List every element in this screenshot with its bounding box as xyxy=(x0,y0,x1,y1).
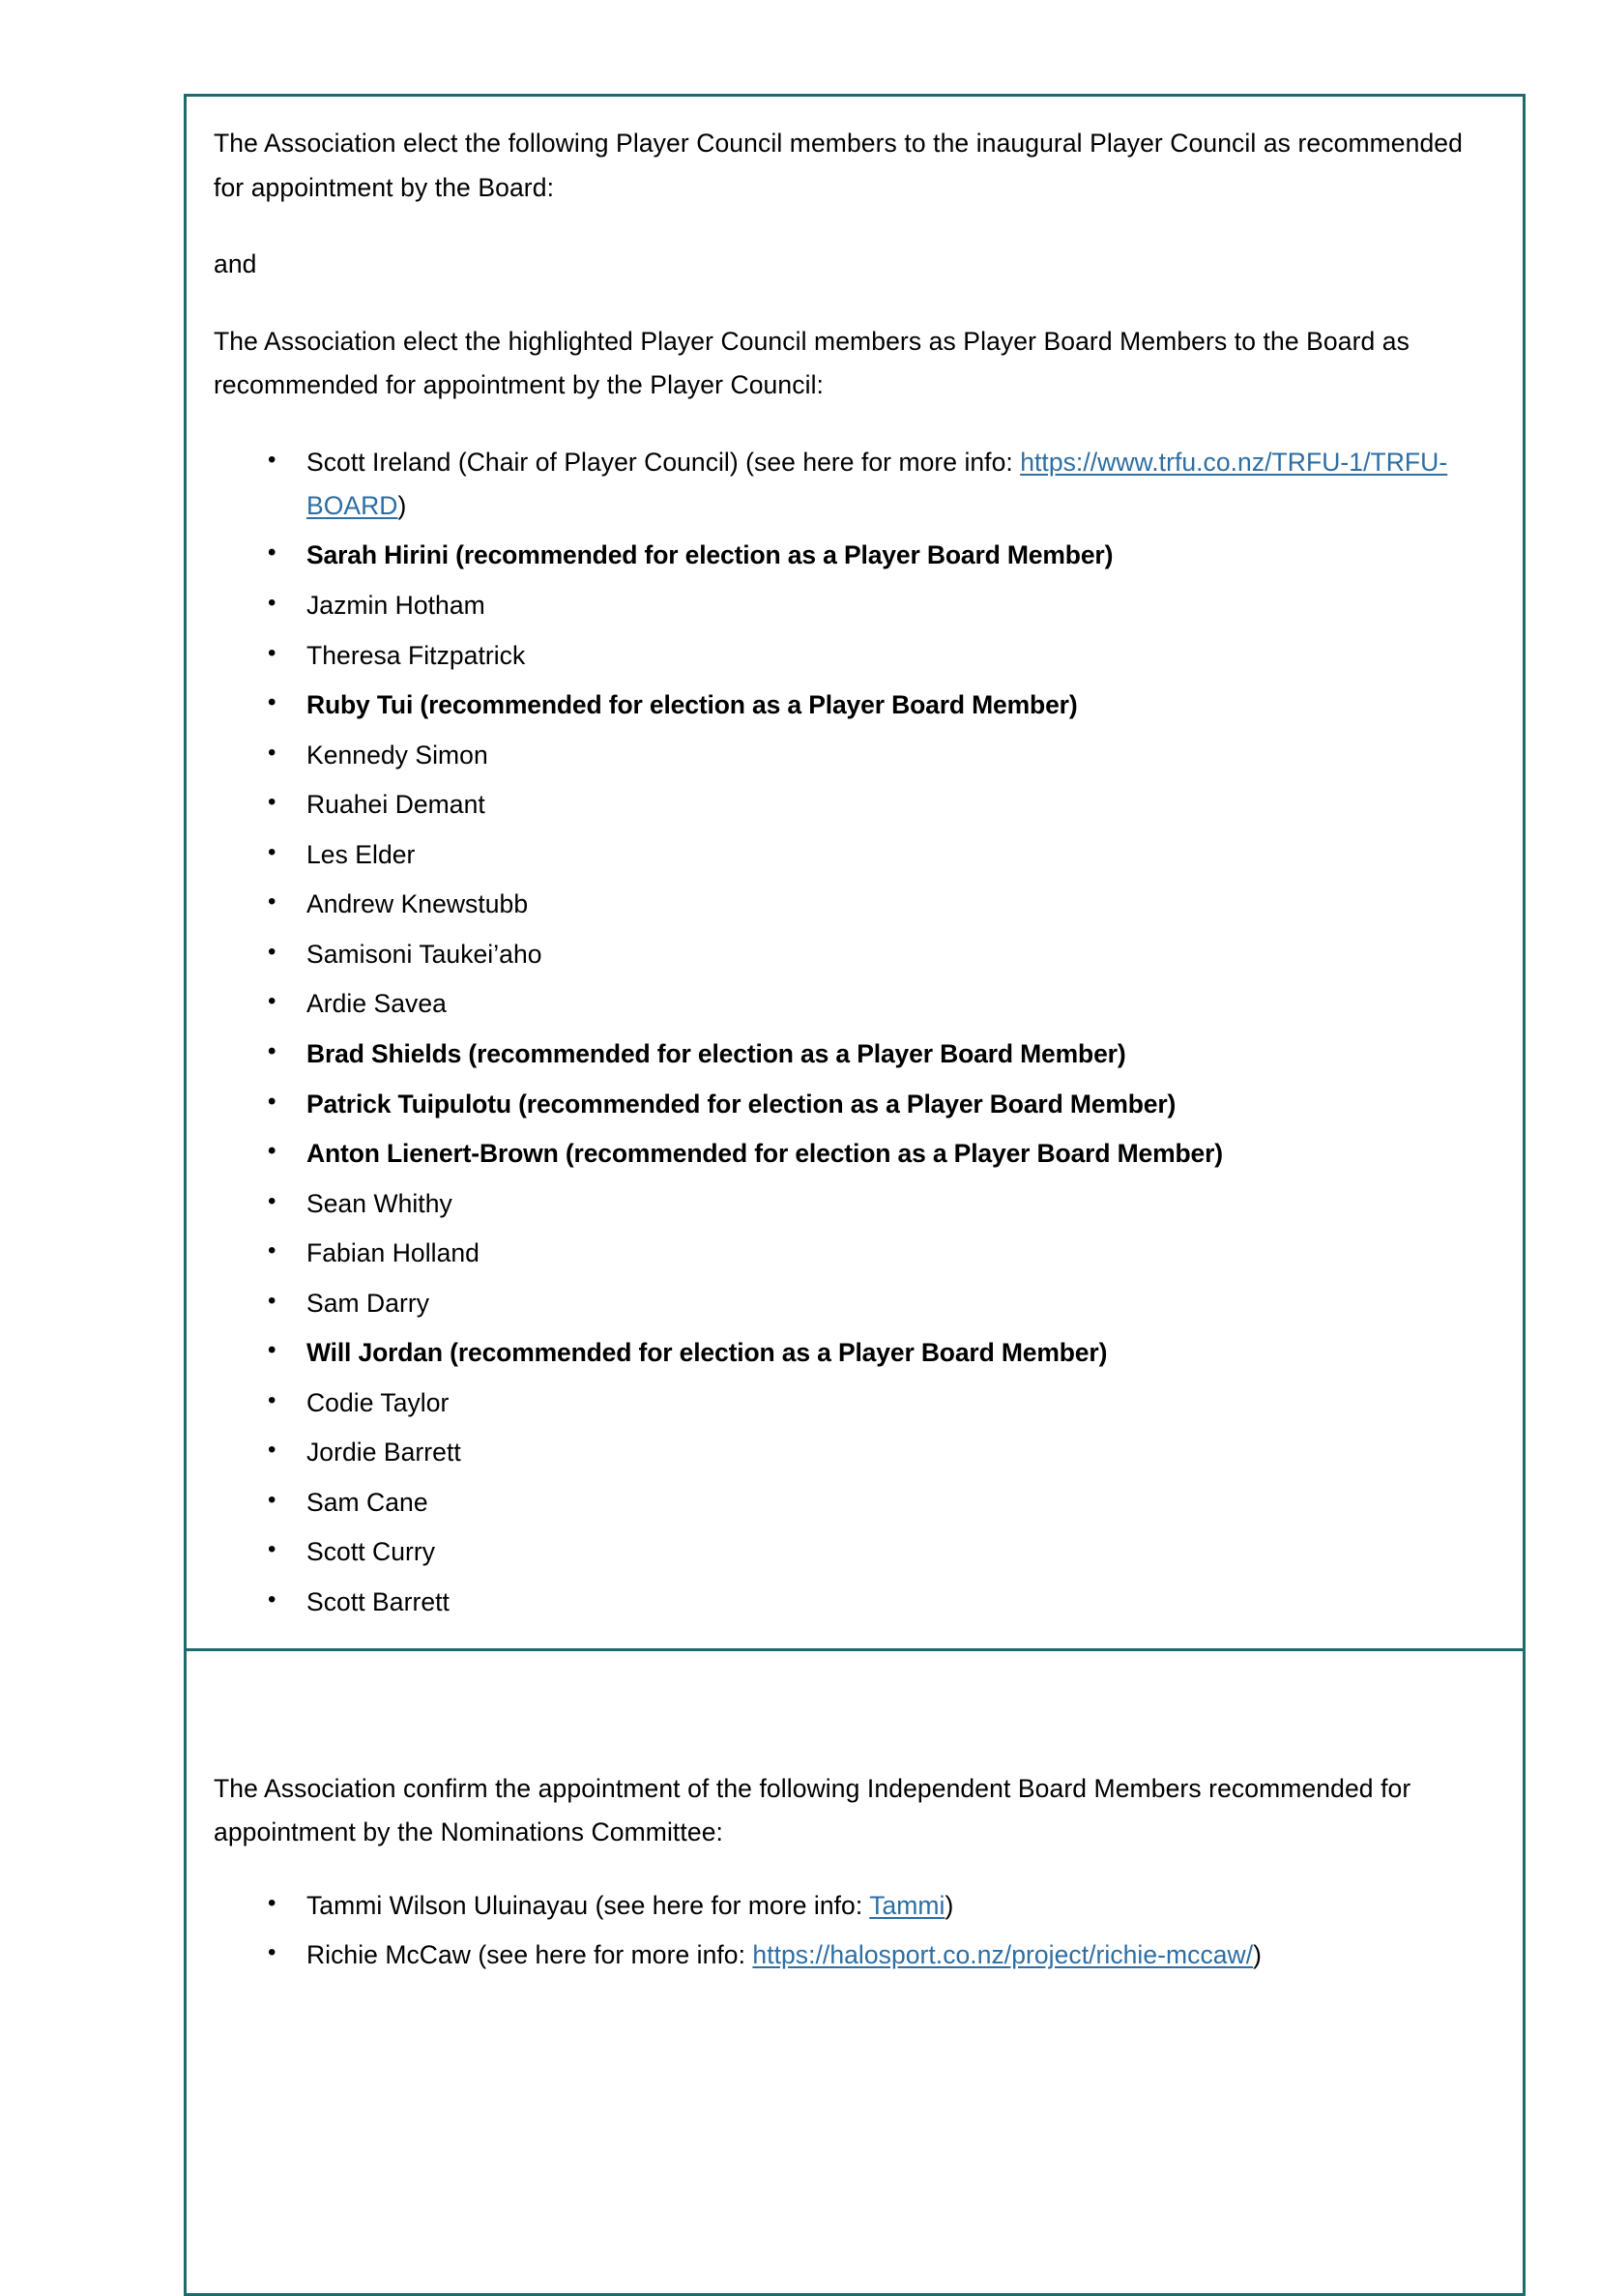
independent-board-item-label: Tammi Wilson Uluinayau (see here for more info: xyxy=(306,1890,870,1920)
player-council-item xyxy=(214,584,1484,627)
player-council-item-label: Patrick Tuipulotu (recommended for election as a Player Board Member) xyxy=(306,1089,1177,1119)
player-council-item xyxy=(214,1232,1484,1275)
player-council-item xyxy=(214,1581,1484,1624)
player-council-cell xyxy=(187,97,1523,1651)
player-council-item xyxy=(214,1083,1484,1126)
paragraph-independent-board-intro: The Association confirm the appointment of the following Independent Board Members recommended for appointment by the Nominations Committee: xyxy=(214,1773,1411,1847)
player-council-item-label: Sarah Hirini (recommended for election as a Player Board Member) xyxy=(306,540,1114,570)
player-council-item-link[interactable]: https://www.trfu.co.nz/TRFU-1/TRFU-BOARD xyxy=(306,447,1448,520)
player-council-item-label: Ruby Tui (recommended for election as a Player Board Member) xyxy=(306,690,1078,720)
player-council-item xyxy=(214,1530,1484,1574)
player-council-list xyxy=(214,441,1484,1624)
player-council-item-label: Will Jordan (recommended for election as a Player Board Member) xyxy=(306,1338,1108,1368)
independent-board-list xyxy=(214,1884,1484,1978)
player-council-item-label: Ruahei Demant xyxy=(306,790,485,820)
player-council-item-label: Kennedy Simon xyxy=(306,740,488,770)
player-council-item xyxy=(214,1331,1484,1375)
player-council-item xyxy=(214,883,1484,926)
player-council-item-label: Andrew Knewstubb xyxy=(306,889,529,919)
player-council-item xyxy=(214,1381,1484,1425)
player-council-item-label: Samisoni Taukei’aho xyxy=(306,939,542,969)
player-council-item xyxy=(214,1431,1484,1474)
independent-board-item xyxy=(214,1884,1484,1928)
paragraph-conjunction-and: and xyxy=(214,249,257,279)
player-council-item-label: Brad Shields (recommended for election as a Player Board Member) xyxy=(306,1038,1126,1068)
independent-board-cell xyxy=(187,1651,1523,2293)
player-council-item xyxy=(214,933,1484,976)
player-council-item xyxy=(214,734,1484,777)
player-council-item-label: Les Elder xyxy=(306,839,416,869)
player-council-item-label: Sam Cane xyxy=(306,1487,428,1517)
player-council-item-label: Theresa Fitzpatrick xyxy=(306,640,526,670)
independent-board-item xyxy=(214,1933,1484,1977)
player-council-item xyxy=(214,1182,1484,1226)
player-council-item-label: Scott Barrett xyxy=(306,1586,450,1616)
independent-board-item-link[interactable]: Tammi xyxy=(869,1890,945,1920)
player-council-item xyxy=(214,982,1484,1026)
player-council-item-label: Fabian Holland xyxy=(306,1238,480,1268)
player-council-item-label: Jordie Barrett xyxy=(306,1438,461,1468)
player-council-item-label: Codie Taylor xyxy=(306,1387,450,1417)
independent-board-item-label: Richie McCaw (see here for more info: xyxy=(306,1940,753,1970)
player-council-item xyxy=(214,1481,1484,1525)
player-council-item xyxy=(214,1132,1484,1176)
player-council-item xyxy=(214,1282,1484,1325)
player-council-item-label: Ardie Savea xyxy=(306,989,447,1019)
player-council-item xyxy=(214,833,1484,877)
player-council-item-label: Scott Curry xyxy=(306,1537,436,1567)
player-council-item xyxy=(214,783,1484,827)
player-council-item xyxy=(214,683,1484,727)
player-council-item-suffix: ) xyxy=(397,490,407,520)
resolutions-table xyxy=(184,94,1526,2296)
paragraph-player-council-intro: The Association elect the following Player Council members to the inaugural Player Council as recommended for appointment by the Board: xyxy=(214,129,1463,202)
independent-board-item-link[interactable]: https://halosport.co.nz/project/richie-mccaw/ xyxy=(752,1940,1254,1970)
player-council-item xyxy=(214,441,1484,528)
player-council-item xyxy=(214,634,1484,678)
independent-board-item-suffix: ) xyxy=(1253,1940,1263,1970)
paragraph-player-board-intro: The Association elect the highlighted Player Council members as Player Board Members to the Board as recommended for appointment by the Player Council: xyxy=(214,326,1410,400)
player-council-item xyxy=(214,1032,1484,1076)
player-council-item-label: Sean Whithy xyxy=(306,1188,452,1218)
player-council-item-label: Scott Ireland (Chair of Player Council) (see here for more info: xyxy=(306,447,1021,477)
player-council-item-label: Anton Lienert-Brown (recommended for election as a Player Board Member) xyxy=(306,1139,1223,1169)
independent-board-item-suffix: ) xyxy=(945,1890,954,1920)
player-council-item-label: Jazmin Hotham xyxy=(306,591,485,621)
player-council-item xyxy=(214,534,1484,577)
player-council-item-label: Sam Darry xyxy=(306,1288,430,1318)
